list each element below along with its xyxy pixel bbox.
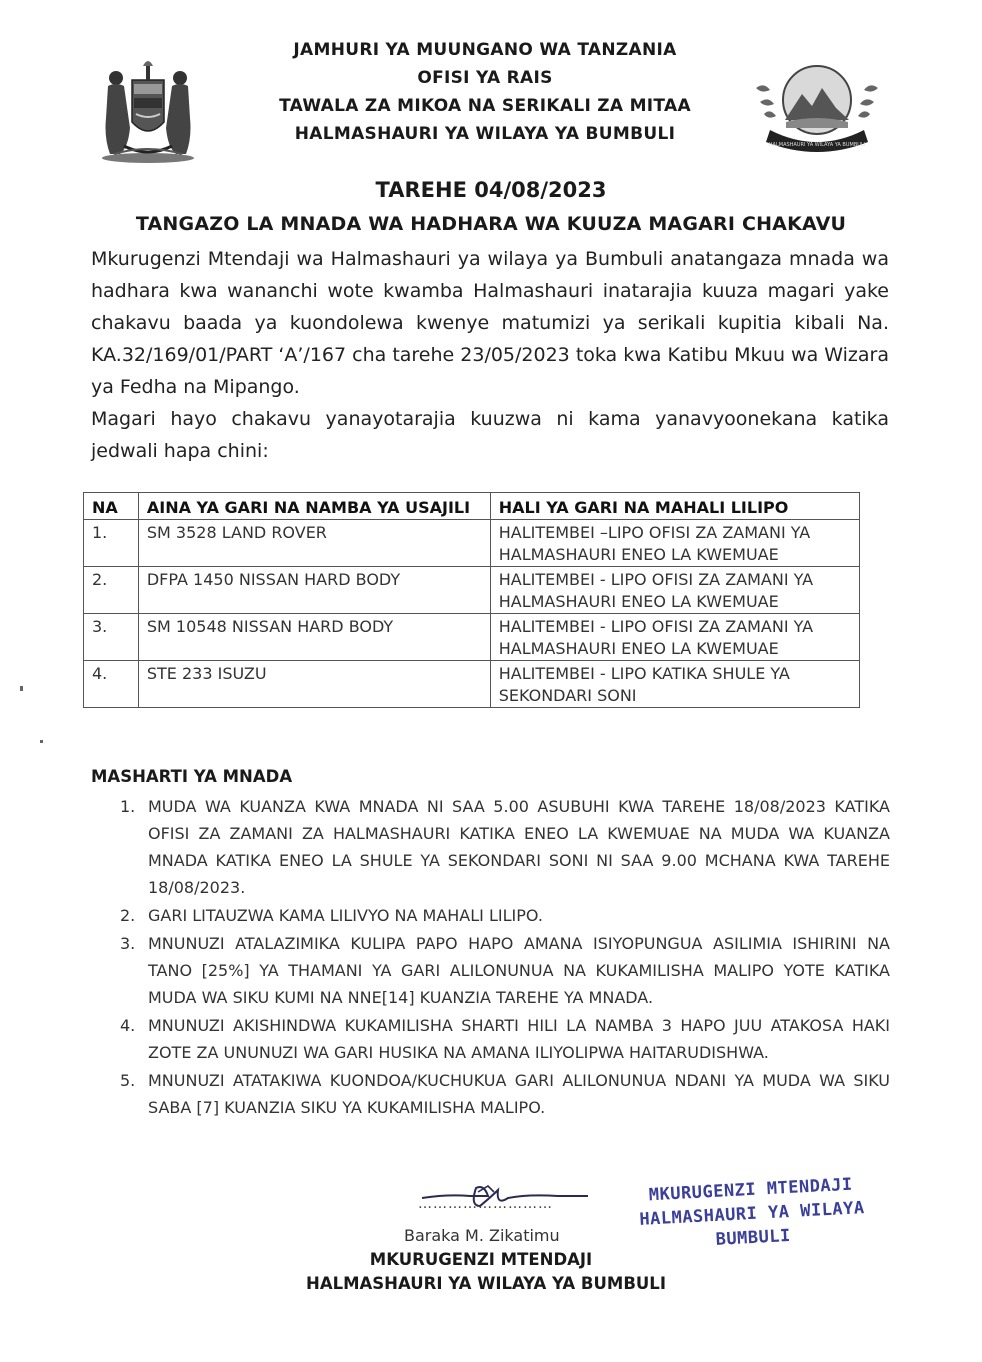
header-vehicle-condition: HALI YA GARI NA MAHALI LILIPO [490,493,859,520]
vehicle-condition: HALITEMBEI - LIPO OFISI ZA ZAMANI YA HALMASHAURI ENEO LA KWEMUAE [490,614,859,661]
condition-item [112,793,890,901]
header-line-office: OFISI YA RAIS [417,68,553,88]
header-na: NA [84,493,139,520]
vehicle-condition: HALITEMBEI –LIPO OFISI ZA ZAMANI YA HALMASHAURI ENEO LA KWEMUAE [490,520,859,567]
vehicle-description: SM 10548 NISSAN HARD BODY [138,614,490,661]
vehicles-table [83,492,860,708]
condition-text: MNUNUZI ATATAKIWA KUONDOA/KUCHUKUA GARI ALILONUNUA NDANI YA MUDA WA SIKU SABA [7] KUANZIA SIKU YA KUKAMILISHA MALIPO. [148,1071,890,1117]
tanzania-coat-of-arms-icon [94,58,202,164]
stamp-line: BUMBULI [715,1226,792,1250]
table-row [84,614,860,661]
table-row [84,567,860,614]
scan-speck [40,740,43,743]
stamp-line: MKURUGENZI MTENDAJI [648,1174,854,1206]
vehicle-description: SM 3528 LAND ROVER [138,520,490,567]
signatory-council [0,1274,982,1293]
condition-number: 5. [120,1071,136,1090]
table-row [84,520,860,567]
condition-number: 4. [120,1016,136,1035]
conditions-list [112,793,890,1122]
condition-item [112,902,890,929]
official-stamp [610,1171,893,1258]
header-line-ministry: TAWALA ZA MIKOA NA SERIKALI ZA MITAA [279,96,691,116]
table-intro-paragraph: Magari hayo chakavu yanayotarajia kuuzwa ni kama yanavyoonekana katika jedwali hapa chini: [91,408,889,462]
condition-item [112,930,890,1011]
condition-text: MNUNUZI AKISHINDWA KUKAMILISHA SHARTI HILI LA NAMBA 3 HAPO JUU ATAKOSA HAKI ZOTE ZA UNUNUZI WA GARI HUSIKA NA AMANA ILIYOLIPWA HAITARUDISHWA. [148,1016,890,1062]
intro-paragraph: Mkurugenzi Mtendaji wa Halmashauri ya wilaya ya Bumbuli anatangaza mnada wa hadhara kwa wananchi wote kwamba Halmashauri inatarajia kuuza magari yake chakavu baada ya kuondolewa kwenye matumizi ya serikali kupitia kibali Na. KA.32/169/01/PART ‘A’/167 cha tarehe 23/05/2023 toka kwa Katibu Mkuu wa Wizara ya Fedha na Mipango. [91,248,889,398]
condition-item [112,1067,890,1121]
signatory-title [0,1250,982,1269]
header-line-country: JAMHURI YA MUUNGANO WA TANZANIA [293,40,677,60]
condition-item [112,1012,890,1066]
stamp-line: HALMASHAURI YA WILAYA [638,1198,866,1230]
signatory-council-text: HALMASHAURI YA WILAYA YA BUMBULI [306,1274,666,1293]
logo-banner-text: HALMASHAURI YA WILAYA YA BUMBULI [768,142,866,148]
row-number: 4. [84,661,139,708]
condition-text: MUDA WA KUANZA KWA MNADA NI SAA 5.00 ASUBUHI KWA TAREHE 18/08/2023 KATIKA OFISI ZA ZAMANI ZA HALMASHAURI KATIKA ENEO LA KWEMUAE NA MUDA WA KUANZA MNADA KATIKA ENEO LA SHULE YA SEKONDARI SONI NI SAA 9.00 MCHANA KWA TAREHE 18/08/2023. [148,797,890,897]
header-vehicle-type: AINA YA GARI NA NAMBA YA USAJILI [138,493,490,520]
signature-line: ……………………… [418,1196,553,1212]
table-header-row [84,493,860,520]
notice-title: TANGAZO LA MNADA WA HADHARA WA KUUZA MAGARI CHAKAVU [135,213,847,235]
header-line-council: HALMASHAURI YA WILAYA YA BUMBULI [294,124,676,144]
vehicle-condition: HALITEMBEI - LIPO KATIKA SHULE YA SEKONDARI SONI [490,661,859,708]
bumbuli-council-logo-icon [750,58,884,158]
vehicle-description: DFPA 1450 NISSAN HARD BODY [138,567,490,614]
signatory-name: Baraka M. Zikatimu [404,1226,560,1245]
scan-speck [20,686,23,691]
condition-text: GARI LITAUZWA KAMA LILIVYO NA MAHALI LILIPO. [148,906,543,925]
condition-number: 2. [120,906,136,925]
vehicle-condition: HALITEMBEI - LIPO OFISI ZA ZAMANI YA HALMASHAURI ENEO LA KWEMUAE [490,567,859,614]
signatory-title-text: MKURUGENZI MTENDAJI [369,1250,593,1269]
table-row [84,661,860,708]
row-number: 3. [84,614,139,661]
vehicle-description: STE 233 ISUZU [138,661,490,708]
row-number: 2. [84,567,139,614]
row-number: 1. [84,520,139,567]
conditions-title: MASHARTI YA MNADA [91,767,293,786]
condition-text: MNUNUZI ATALAZIMIKA KULIPA PAPO HAPO AMANA ISIYOPUNGUA ASILIMIA ISHIRINI NA TANO [25%] YA THAMANI YA GARI ALILONUNUA NA KUKAMILISHA MALIPO YOTE KATIKA MUDA WA SIKU KUMI NA NNE[14] KUANZIA TAREHE YA MNADA. [148,934,890,1007]
condition-number: 3. [120,934,136,953]
letterhead [220,36,750,148]
notice-date: TAREHE 04/08/2023 [375,178,607,202]
condition-number: 1. [120,797,136,816]
